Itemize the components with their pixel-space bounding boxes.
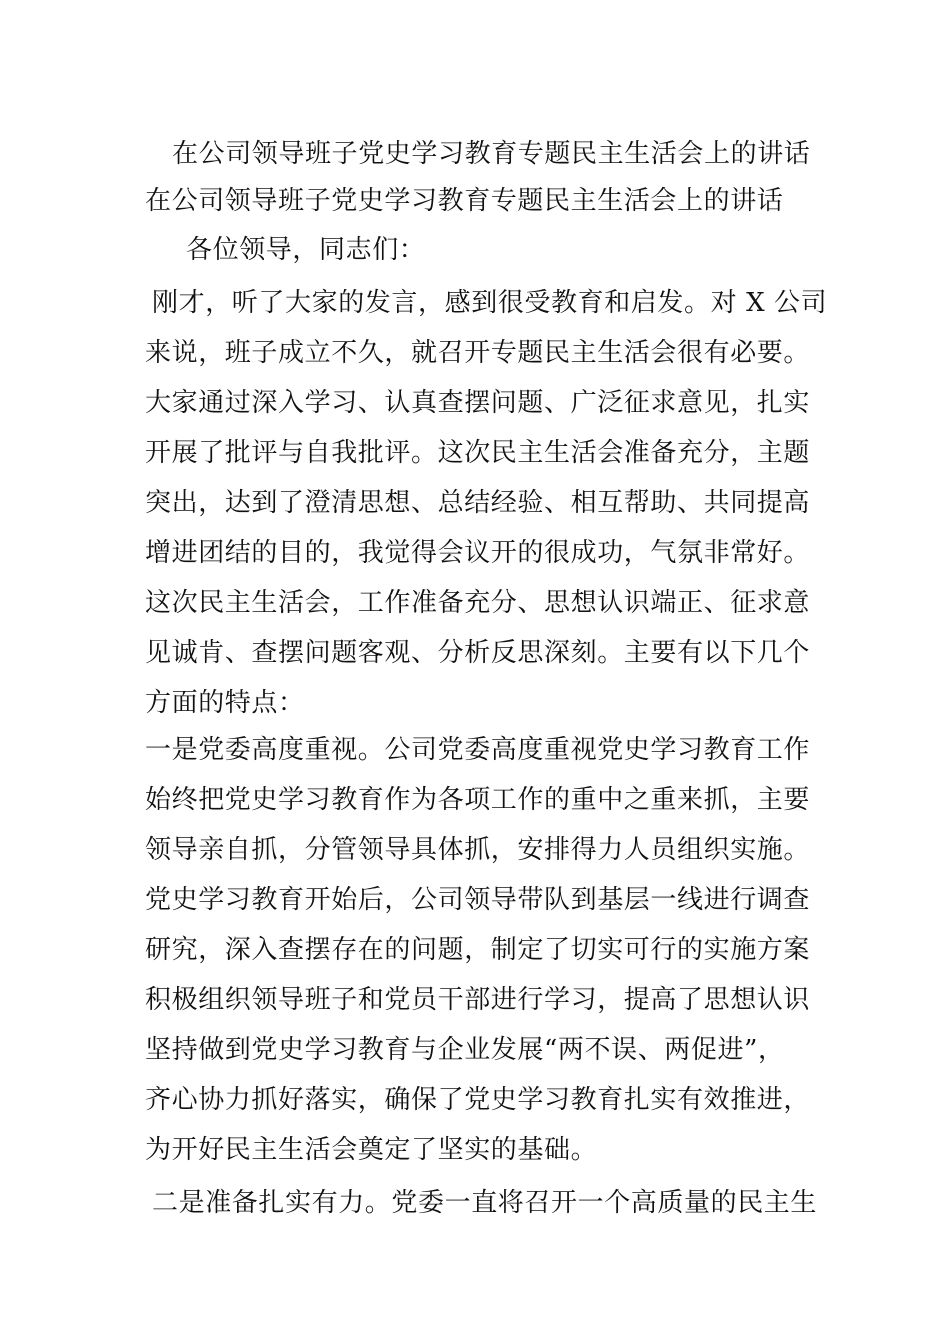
body-line: 来说，班子成立不久，就召开专题民主生活会很有必要。 (145, 338, 811, 368)
body-line: 领导亲自抓，分管领导具体抓，安排得力人员组织实施。 (145, 835, 811, 865)
body-line: 二是准备扎实有力。党委一直将召开一个高质量的民主生 (152, 1188, 818, 1218)
salutation: 各位领导，同志们： (186, 235, 426, 265)
body-line: 为开好民主生活会奠定了坚实的基础。 (145, 1135, 598, 1165)
body-line: 刚才，听了大家的发言，感到很受教育和启发。对 X 公司 (152, 288, 828, 318)
body-line: 大家通过深入学习、认真查摆问题、广泛征求意见，扎实 (145, 388, 811, 418)
body-line: 积极组织领导班子和党员干部进行学习，提高了思想认识 (145, 985, 811, 1015)
body-line: 坚持做到党史学习教育与企业发展“两不误、两促进”， (145, 1035, 785, 1065)
body-line: 研究，深入查摆存在的问题，制定了切实可行的实施方案 (145, 935, 811, 965)
body-line: 突出，达到了澄清思想、总结经验、相互帮助、共同提高 (145, 488, 811, 518)
body-line: 始终把党史学习教育作为各项工作的重中之重来抓，主要 (145, 785, 811, 815)
body-line: 党史学习教育开始后，公司领导带队到基层一线进行调查 (145, 885, 811, 915)
body-line: 这次民主生活会，工作准备充分、思想认识端正、征求意 (145, 588, 811, 618)
body-line: 一是党委高度重视。公司党委高度重视党史学习教育工作 (145, 735, 811, 765)
document-title-repeat: 在公司领导班子党史学习教育专题民主生活会上的讲话 (145, 186, 784, 216)
body-line: 开展了批评与自我批评。这次民主生活会准备充分，主题 (145, 438, 811, 468)
document-title: 在公司领导班子党史学习教育专题民主生活会上的讲话 (172, 139, 811, 169)
body-line: 增进团结的目的，我觉得会议开的很成功，气氛非常好。 (145, 538, 811, 568)
body-line: 方面的特点： (145, 688, 305, 718)
body-line: 齐心协力抓好落实，确保了党史学习教育扎实有效推进， (145, 1085, 811, 1115)
body-line: 见诚肯、查摆问题客观、分析反思深刻。主要有以下几个 (145, 638, 811, 668)
